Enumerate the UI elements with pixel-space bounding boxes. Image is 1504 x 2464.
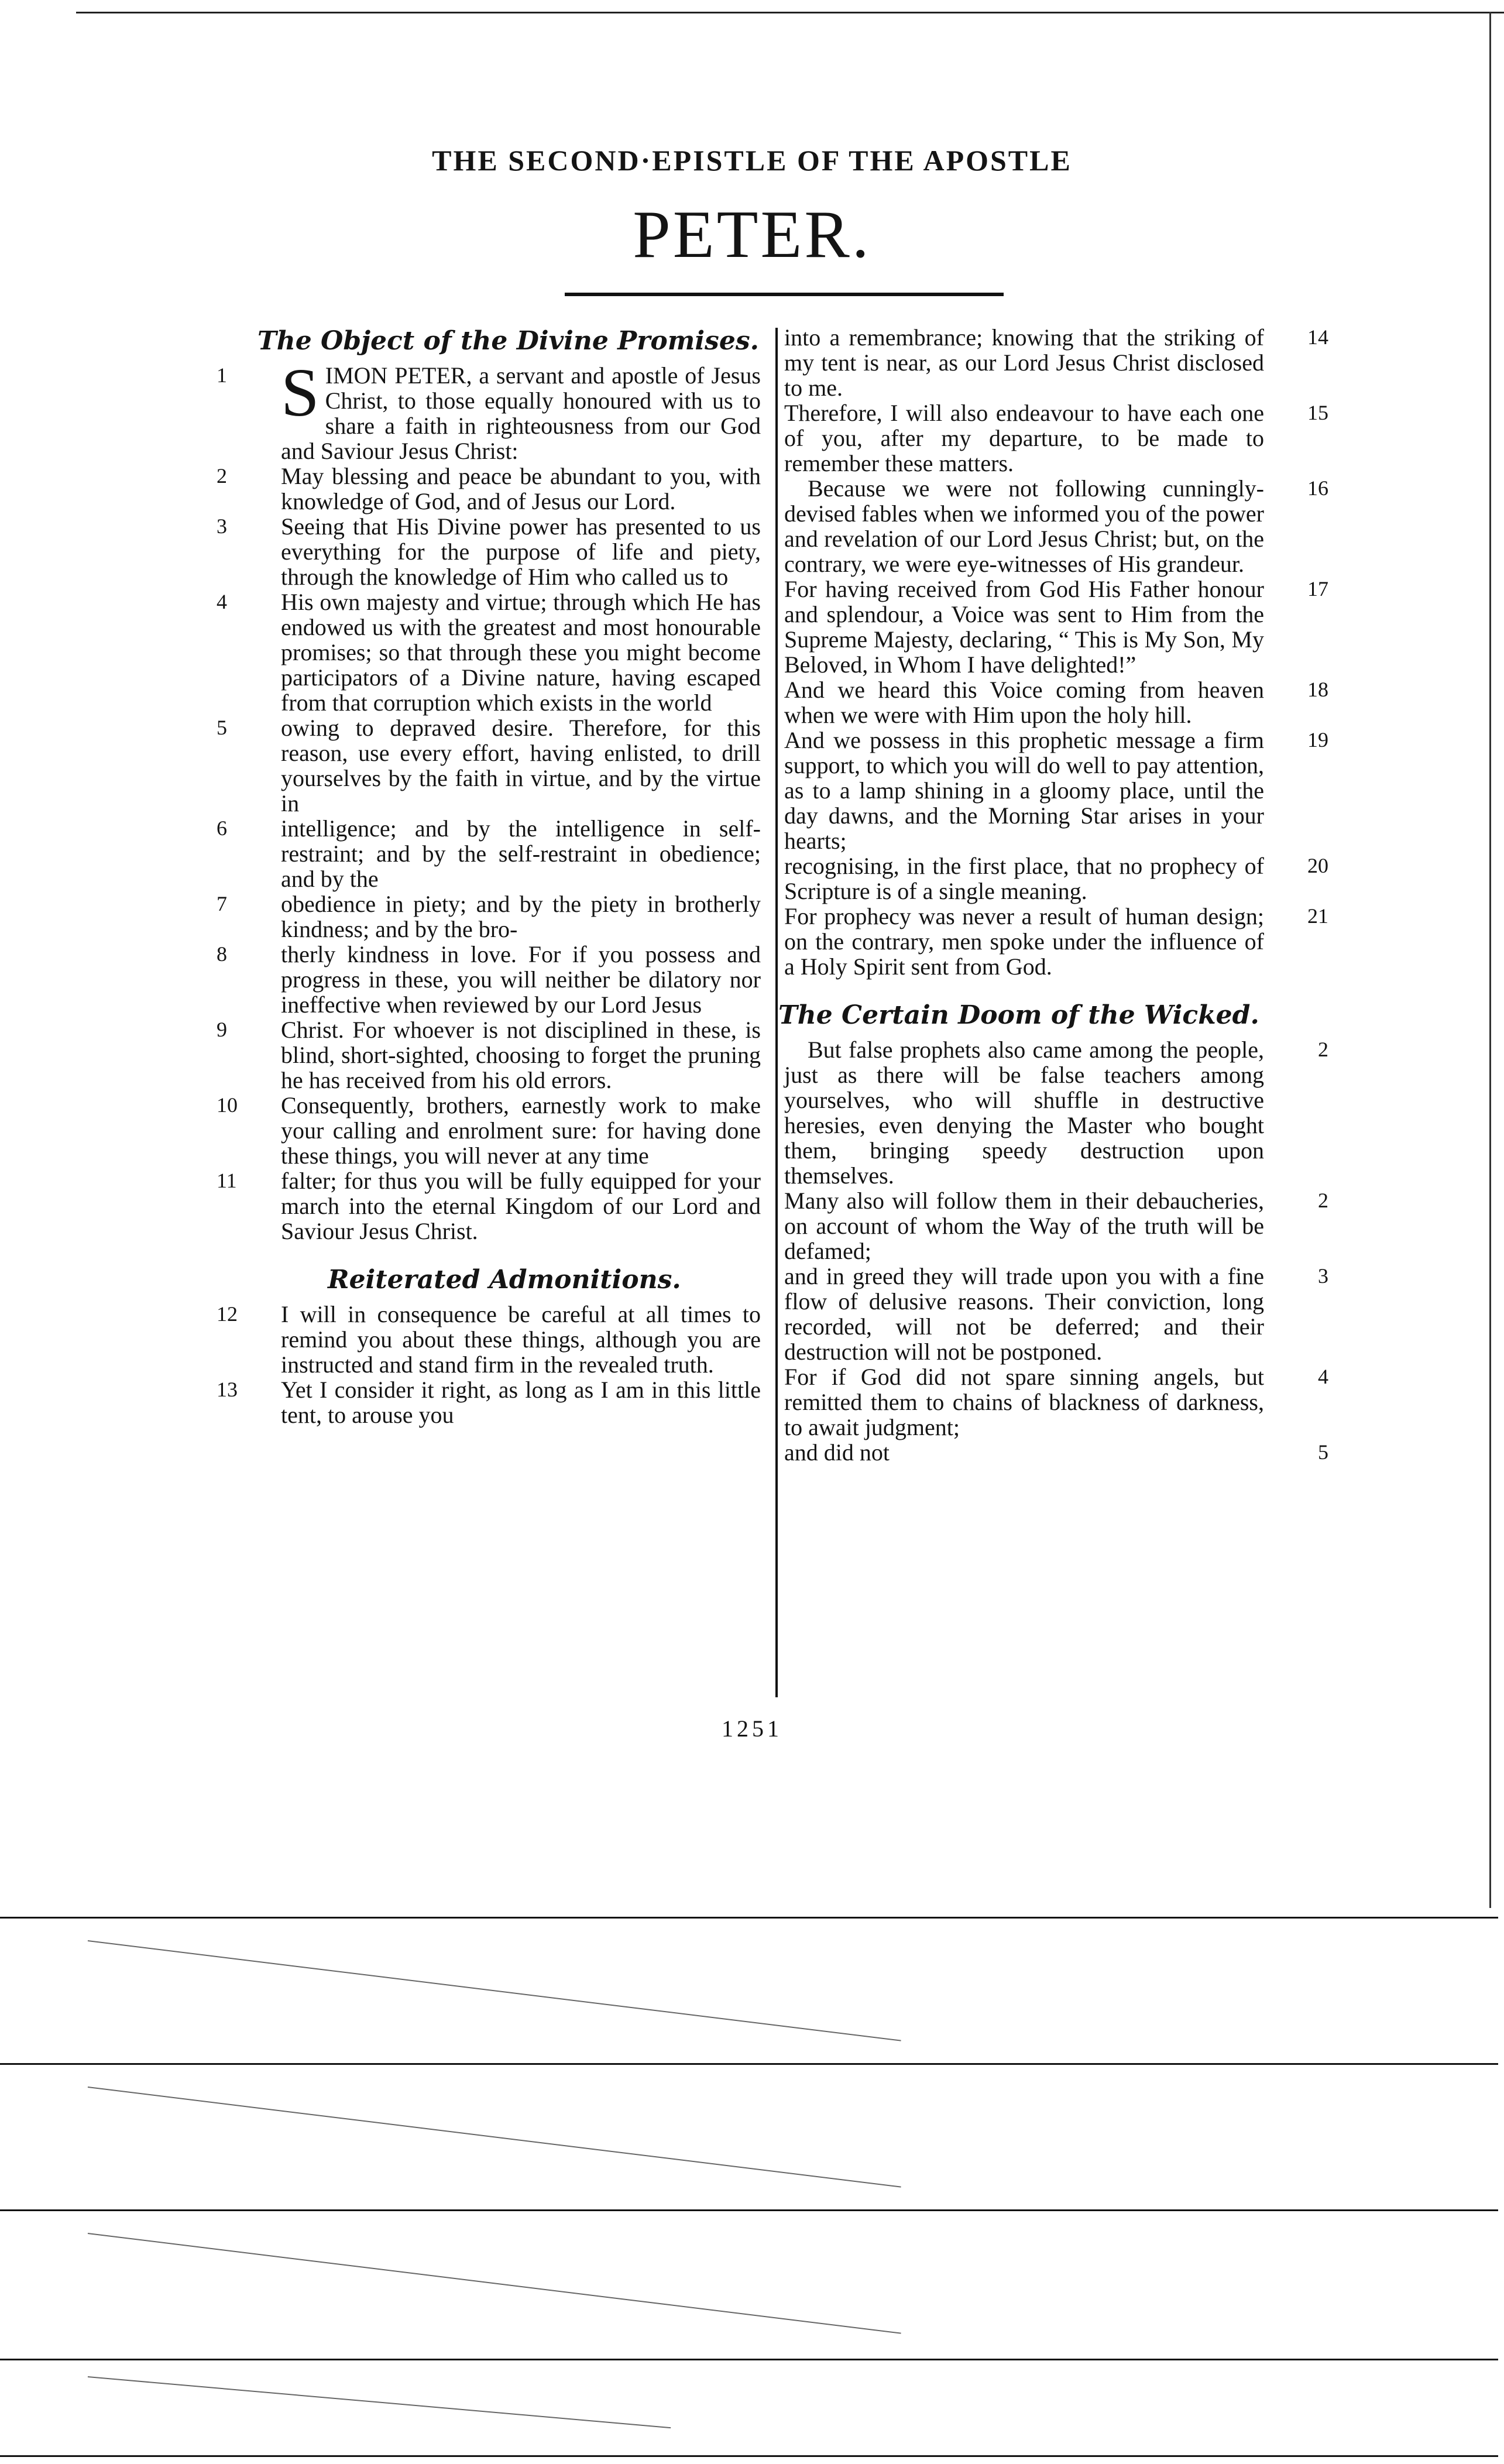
verse-text: therly kindness in love. For if you possess and progress in these, you will neither be dilatory nor ineffective when reviewed by our Lord Jesus [281, 941, 761, 1018]
verse-number: 15 [1307, 401, 1328, 424]
verse-text: Seeing that His Divine power has presented to us everything for the purpose of life and piety, through the knowledge of Him who called us to [281, 513, 761, 590]
verse-number: 14 [1307, 325, 1328, 349]
verse-number: 7 [217, 892, 227, 915]
verse-text: For having received from God His Father honour and splendour, a Voice was sent to Him from the Supreme Majesty, declaring, “ This is My Son, My Beloved, in Whom I have delighted!” [784, 576, 1264, 678]
verse-number: 6 [217, 816, 227, 840]
left-column [217, 325, 761, 1428]
verse-number: 9 [217, 1018, 227, 1041]
scan-rule [0, 2209, 1498, 2211]
verse-text: But false prophets also came among the people, just as there will be false teachers among yourselves, who will shuffle in destructive heresies, even denying the Master who bought them, bringing speedy destruction upon themselves. [784, 1037, 1264, 1189]
verse-number: 11 [217, 1169, 237, 1192]
verse [217, 1301, 761, 1378]
verse-number: 16 [1307, 476, 1328, 500]
verse-number: 10 [217, 1093, 238, 1117]
verse [217, 891, 761, 942]
verse-text: IMON PETER, a servant and apostle of Jesus Christ, to those equally honoured with us to share a faith in righteousness from our God and Saviour Jesus Christ: [281, 362, 761, 464]
verse [217, 1168, 761, 1244]
verse-number: 13 [217, 1378, 238, 1401]
verse-text: For if God did not spare sinning angels, but remitted them to chains of blackness of darkness, to await judgment; [784, 1364, 1264, 1440]
verse-number: 3 [1318, 1264, 1328, 1288]
section-heading: Reiterated Admonitions. [328, 1265, 681, 1295]
verse [784, 1037, 1328, 1189]
verse [217, 941, 761, 1018]
verse-text: May blessing and peace be abundant to you, with knowledge of God, and of Jesus our Lord. [281, 463, 761, 514]
verse-text: Yet I consider it right, as long as I am in this little tent, to arouse you [281, 1377, 761, 1428]
verse-number: 2 [1318, 1038, 1328, 1061]
verse [217, 1377, 761, 1428]
verse-text: Consequently, brothers, earnestly work to make your calling and enrolment sure: for having done these things, you will never at any time [281, 1092, 761, 1169]
verse [784, 1188, 1328, 1264]
right-column [778, 324, 1328, 1466]
page-title: PETER. [633, 197, 871, 272]
verse-text: owing to depraved desire. Therefore, for this reason, use every effort, having enlisted, to drill yourselves by the faith in virtue, and by the virtue in [281, 715, 761, 816]
verse-text: And we possess in this prophetic message a firm support, to which you will do well to pay attention, as to a lamp shining in a gloomy place, until the day dawns, and the Morning Star arises in your hearts; [784, 727, 1264, 854]
verse-number: 4 [217, 590, 227, 613]
page-edge-rule [1489, 12, 1491, 1908]
verse-number: 8 [217, 942, 227, 966]
verse [784, 324, 1328, 401]
verse [217, 815, 761, 892]
verse-text: I will in consequence be careful at all times to remind you about these things, although you are instructed and stand firm in the revealed truth. [281, 1301, 761, 1378]
verse-text: For prophecy was never a result of human design; on the contrary, men spoke under the influence of a Holy Spirit sent from God. [784, 903, 1264, 980]
verse [217, 1092, 761, 1169]
verse-number: 3 [217, 514, 227, 538]
verse-number: 17 [1307, 577, 1328, 600]
verse-text: Christ. For whoever is not disciplined in these, is blind, short-sighted, choosing to forget the pruning he has received from his old errors. [281, 1017, 761, 1093]
verse-number: 18 [1307, 678, 1328, 701]
verse-text: recognising, in the first place, that no prophecy of Scripture is of a single meaning. [784, 853, 1264, 904]
verse-number: 12 [217, 1302, 238, 1326]
verse-text: falter; for thus you will be fully equipped for your march into the eternal Kingdom of our Lord and Saviour Jesus Christ. [281, 1168, 761, 1244]
verse [217, 354, 761, 464]
verse-number: 2 [217, 464, 227, 488]
verse [784, 576, 1328, 678]
verse [784, 903, 1328, 980]
verse-number: 20 [1307, 854, 1328, 877]
verse [784, 475, 1328, 577]
verse-text: Because we were not following cunningly-devised fables when we informed you of the power and revelation of our Lord Jesus Christ; but, on the contrary, we were eye-witnesses of His grandeur. [784, 475, 1264, 577]
scan-streak [88, 2376, 671, 2428]
verse-text: And we heard this Voice coming from heaven when we were with Him upon the holy hill. [784, 677, 1264, 728]
verse-number: 19 [1307, 728, 1328, 751]
verse-number: 4 [1318, 1365, 1328, 1388]
scan-rule [0, 2359, 1498, 2360]
scan-streak [88, 2233, 901, 2334]
verse [784, 853, 1328, 904]
verse [217, 589, 761, 716]
section-heading: The Object of the Divine Promises. [257, 326, 759, 356]
scan-rule [0, 2063, 1498, 2065]
scan-rule [0, 1917, 1498, 1919]
verse [784, 1439, 1328, 1466]
verse-text: and did not [784, 1439, 890, 1466]
column-divider [775, 328, 778, 1697]
verse [784, 677, 1328, 728]
verse [784, 1263, 1328, 1365]
drop-cap: S [281, 354, 320, 431]
verse-text: Many also will follow them in their debaucheries, on account of whom the Way of the truth will be defamed; [784, 1188, 1264, 1264]
verse [217, 513, 761, 590]
verse-text: His own majesty and virtue; through which He has endowed us with the greatest and most honourable promises; so that through these you might become participators of a Divine nature, having escaped from that corruption which exists in the world [281, 589, 761, 716]
page-number: 1251 [722, 1715, 782, 1742]
verse-text: intelligence; and by the intelligence in self-restraint; and by the self-restraint in obedience; and by the [281, 815, 761, 892]
verse-number: 1 [217, 363, 227, 387]
verse [217, 715, 761, 816]
verse [217, 1017, 761, 1093]
verse-number: 21 [1307, 904, 1328, 928]
verse [784, 727, 1328, 854]
scan-streak [88, 1940, 901, 2041]
scan-streak [88, 2086, 901, 2188]
verse-text: Therefore, I will also endeavour to have each one of you, after my departure, to be made to remember these matters. [784, 400, 1264, 476]
verse [784, 1364, 1328, 1440]
verse-number: 5 [1318, 1440, 1328, 1464]
verse-text: obedience in piety; and by the piety in brotherly kindness; and by the bro- [281, 891, 761, 942]
verse [784, 400, 1328, 476]
page-top-rule [76, 12, 1504, 13]
verse-number: 2 [1318, 1189, 1328, 1212]
verse-text: into a remembrance; knowing that the striking of my tent is near, as our Lord Jesus Christ disclosed to me. [784, 324, 1264, 401]
epistle-subtitle: THE SECOND·EPISTLE OF THE APOSTLE [432, 144, 1072, 177]
title-rule [565, 293, 1004, 296]
verse [217, 463, 761, 514]
section-heading: The Certain Doom of the Wicked. [778, 1000, 1259, 1030]
verse-number: 5 [217, 716, 227, 739]
scan-rule [0, 2455, 1498, 2457]
verse-text: and in greed they will trade upon you with a fine flow of delusive reasons. Their conviction, long recorded, will not be deferred; and their destruction will not be postponed. [784, 1263, 1264, 1365]
